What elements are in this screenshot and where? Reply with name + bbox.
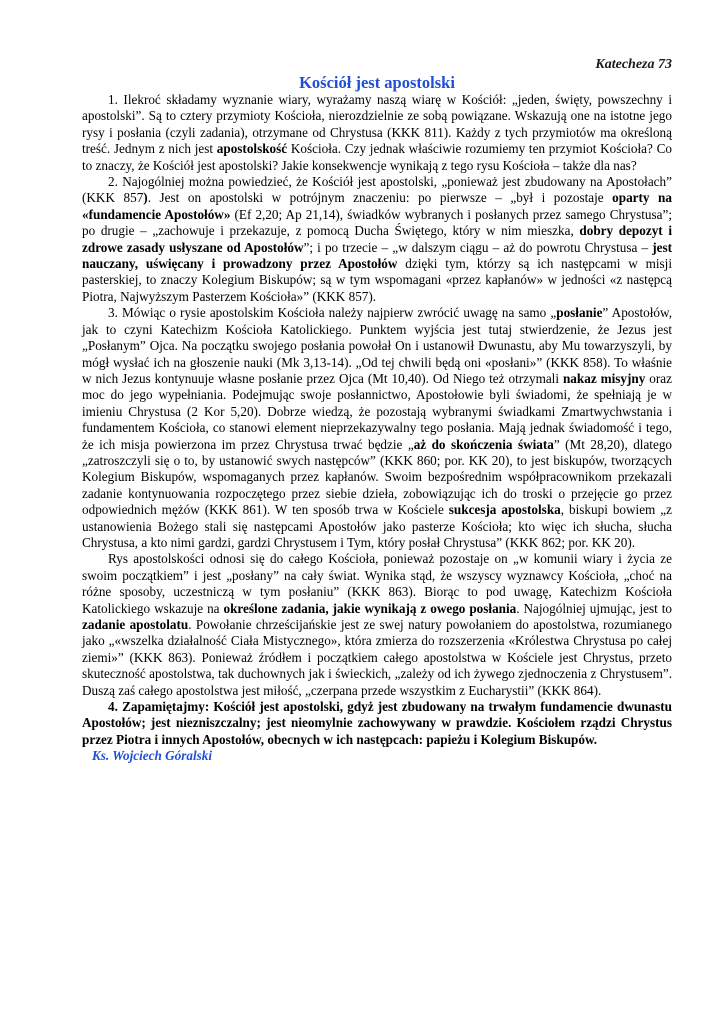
bold-phrase: dobry depozyt i zdrowe zasady usłyszane od Apostołów <box>82 223 672 255</box>
text-run: Kościoła. Czy jednak właściwie rozumiemy ten przymiot Kościoła? Co to znaczy, że Kościół jest apostolski? Jakie konsekwencje wynikają z tego rysu Kościoła – także dla nas? <box>82 141 672 173</box>
bold-phrase: ) <box>143 190 148 206</box>
text-run: 3. Mówiąc o rysie apostolskim Kościoła należy najpierw zwrócić uwagę na samo „ <box>108 305 557 321</box>
bold-phrase: sukcesja apostolska <box>448 502 561 518</box>
author-signature: Ks. Wojciech Góralski <box>92 748 213 764</box>
bold-phrase: określone zadania, jakie wynikają z owego posłania <box>223 600 517 616</box>
text-run: dzięki tym, którzy są ich następcami w misji pasterskiej, to znaczy Kolegium Biskupów; są w tym wspomagani «przez kapłanów» w jedności «z następcą Piotra, Najwyższym Pasterzem Kościoła»” (KKK 857). <box>82 256 673 304</box>
document-page <box>82 56 672 765</box>
bold-phrase: zadanie apostolatu <box>82 617 189 632</box>
paragraph-4 <box>82 551 672 699</box>
text-run: 1. Ilekroć składamy wyznanie wiary, wyrażamy naszą wiarę w Kościół: „jeden, święty, powszechny i apostolski”. Są to cztery przymioty Kościoła, nierozdzielnie ze sobą powiązane. Wskazują one na istotne jego rysy i posłania (czyli zadania), otrzymane od Chrystusa (KKK 811). Każdy z tych przymiotów ma określoną treść. Jednym z nich jest <box>82 92 672 157</box>
text-run: . Jest on apostolski w potrójnym znaczeniu: po pierwsze – „był i pozostaje <box>147 190 613 206</box>
text-run: 2. Najogólniej można powiedzieć, że Kościół jest apostolski, „ponieważ jest zbudowany na Apostołach” (KKK 857 <box>82 174 672 206</box>
text-run: oraz moc do jego wypełniania. Podejmując swoje posłannictwo, Apostołowie byli świadomi, że spełniają je w imieniu Chrystusa (2 Kor 5,20). Dobrze wiedzą, że pozostają wybranymi świadkami Zmartwychwstania i fundamentem Kościoła, co stanowi element nieprzekazywalny tego posłania. Mają jednak świadomość i tego, że ich misja powierzona im przez Chrystusa trwać będzie „ <box>82 370 672 452</box>
page-title: Kościół jest apostolski <box>299 73 455 92</box>
catechesis-number: Katecheza 73 <box>595 57 672 72</box>
bold-phrase: apostolskość <box>216 141 288 157</box>
bold-phrase: jest nauczany, uświęcany i prowadzony przez Apostołów <box>82 239 672 272</box>
summary-paragraph: 4. Zapamiętajmy: Kościół jest apostolski, gdyż jest zbudowany na trwałym fundamencie dwunastu Apostołów; jest niezniszczalny; jest nieomylnie zachowywany w prawdzie. Kościołem rządzi Chrystus przez Piotra i innych Apostołów, obecnych w ich następcach: papieżu i Kolegium Biskupów. <box>82 699 672 747</box>
text-run: ” Apostołów, jak to czyni Katechizm Kościoła Katolickiego. Punktem wyjścia jest tutaj stwierdzenie, że Jezus jest „Posłanym” Ojca. Na początku swojego posłania powołał On i ustanowił Dwunastu, aby Mu towarzyszyli, by mógł wysłać ich na głoszenie nauki (Mk 3,13-14). „Od tej chwili będą oni «posłani»” (KKK 858). To właśnie w nich Jezus kontynuuje własne posłanie przez Ojca (Mt 10,40). Od Niego też otrzymali <box>82 305 672 386</box>
paragraph-2 <box>82 174 672 305</box>
text-run: Rys apostolskości odnosi się do całego Kościoła, ponieważ pozostaje on „w komunii wiary i życia ze swoim początkiem” i jest „posłany” na cały świat. Wynika stąd, że wszyscy wyznawcy Kościoła, „choć na różne sposoby, uczestniczą w tym posłaniu” (KKK 863). Biorąc to pod uwagę, Katechizm Kościoła Katolickiego wskazuje na <box>82 551 672 616</box>
text-run: ” (Mt 28,20), dlatego „zatroszczyli się o to, by ustanowić swych następców” (KKK 860; por. KK 20), to jest biskupów, tworzących Kolegium Biskupów, wspomaganych przez kapłanów. Swoim bezpośrednim współpracownikom przekazali zadanie kontynuowania rozpoczętego przez siebie dzieła, zobowiązując ich do troski o przejęcie go przez odpowiednich mężów (KKK 861). W ten sposób trwa w Kościele <box>82 436 673 518</box>
bold-phrase: aż do skończenia świata <box>413 436 554 452</box>
text-run: , biskupi bowiem „z ustanowienia Bożego stali się następcami Apostołów jako pasterze Kościoła; kto więc ich słucha, słucha Chrystusa, a kto nimi gardzi, gardzi Chrystusem i Tym, który posłał Chrystusa” (KKK 862; por. KK 20). <box>82 502 672 550</box>
paragraph-3 <box>82 305 672 551</box>
paragraph-1 <box>82 92 672 174</box>
bold-phrase: oparty na «fundamencie Apostołów» <box>82 190 672 222</box>
bold-phrase: posłanie <box>556 305 603 321</box>
text-run: ”; i po trzecie – „w dalszym ciągu – aż do powrotu Chrystusa – <box>303 239 653 255</box>
text-run: . Najogólniej ujmując, jest to <box>516 600 672 616</box>
bold-phrase: nakaz misyjny <box>562 370 646 386</box>
text-run: (Ef 2,20; Ap 21,14), świadków wybranych i posłanych przez samego Chrystusa”; po drugie – „zachowuje i przekazuje, z pomocą Ducha Świętego, który w nim mieszka, <box>82 206 672 239</box>
text-run: . Powołanie chrześcijańskie jest ze swej natury powołaniem do apostolstwa, rozumianego jako „«wszelka działalność Ciała Mistycznego», która zmierza do rozszerzenia «Królestwa Chrystusa po całej ziemi»” (KKK 863). Ponieważ źródłem i początkiem całego apostolstwa w Kościele jest Chrystus, przeto skuteczność apostolstwa, tak duchownych jak i świeckich, „zależy od ich żywego zjednoczenia z Chrystusem”. Duszą zaś całego apostolstwa jest miłość, „czerpana przede wszystkim z Eucharystii” (KKK 864). <box>82 617 672 698</box>
